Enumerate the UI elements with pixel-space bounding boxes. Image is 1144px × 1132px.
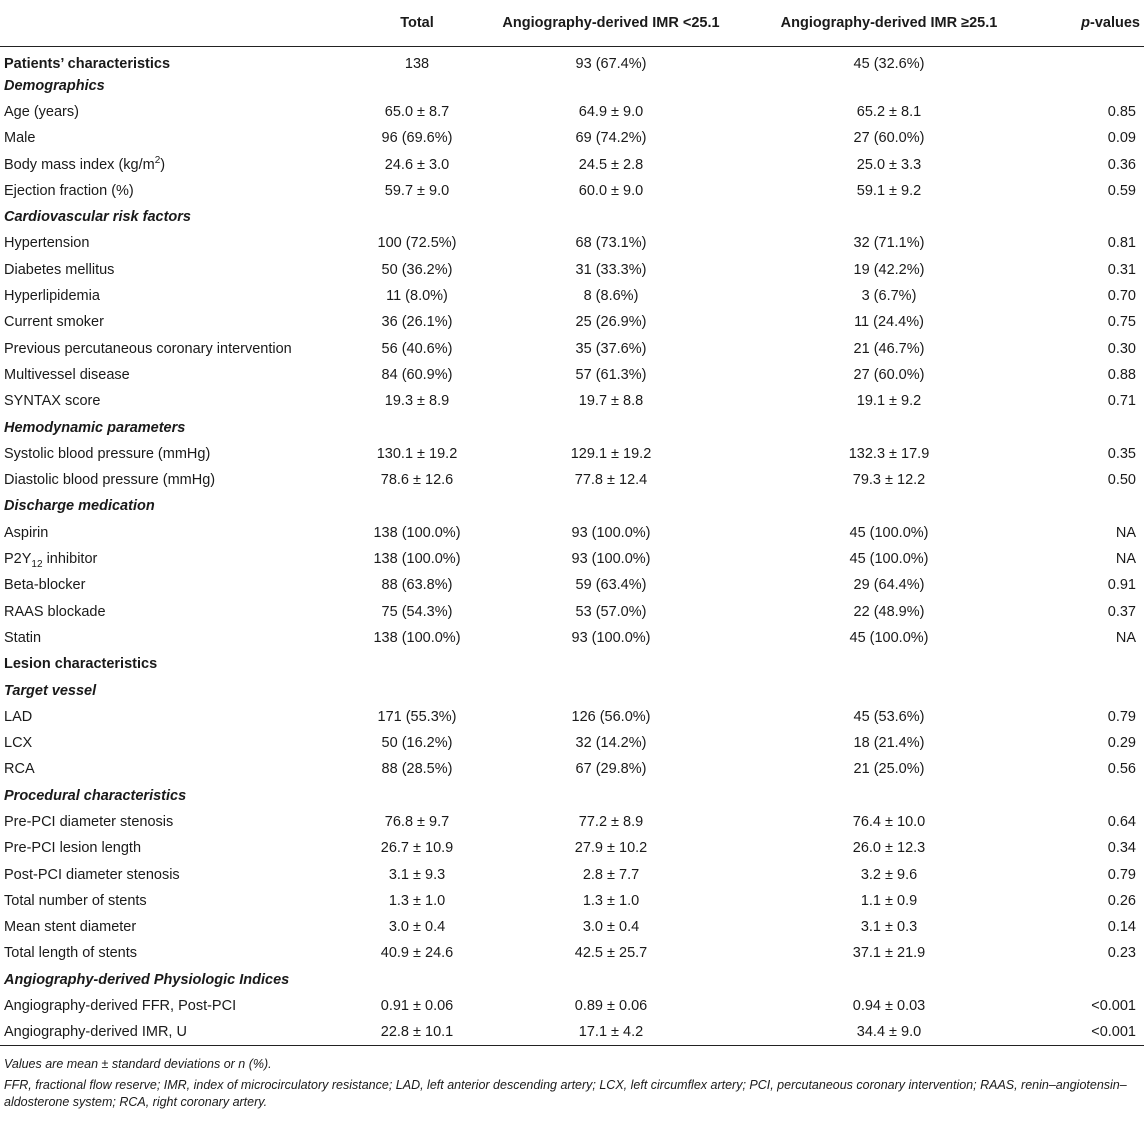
table-row (0, 993, 1144, 1019)
cell-total: 138 (404, 55, 430, 72)
row-label-text: Diastolic blood pressure (mmHg) (4, 472, 216, 489)
cell-imr-high (746, 73, 1032, 99)
cell-imr-high: 27 (60.0%) (853, 366, 925, 383)
cell-total: 22.8 ± 10.1 (358, 1019, 476, 1045)
cell-imr-high: 45 (53.6%) (853, 708, 925, 725)
row-label-text: Beta-blocker (4, 577, 86, 594)
cell-imr-high: 19.1 ± 9.2 (856, 393, 922, 410)
cell-imr-low: 25 (26.9%) (575, 314, 647, 331)
cell-total: 26.7 ± 10.9 (380, 840, 454, 857)
cell-p-value: 0.91 (1107, 577, 1136, 594)
cell-total (358, 204, 476, 230)
row-label (0, 835, 358, 861)
row-label (0, 599, 358, 625)
cell-p-value: 0.36 (1107, 156, 1136, 173)
cell-imr-low: 64.9 ± 9.0 (578, 103, 644, 120)
cell-p-value: 0.26 (1107, 892, 1136, 909)
cell-p-value: NA (1115, 524, 1136, 541)
cell-imr-high: 29 (64.4%) (853, 577, 925, 594)
header-label (0, 0, 358, 47)
cell-total: 100 (72.5%) (377, 235, 457, 252)
cell-p-value: 0.85 (1107, 103, 1136, 120)
cell-p-value: 0.81 (1107, 235, 1136, 252)
row-label-text: Hemodynamic parameters (4, 419, 186, 436)
cell-total (358, 415, 476, 441)
row-label (0, 309, 358, 335)
cell-p-value (1032, 494, 1144, 520)
cell-total: 78.6 ± 12.6 (380, 472, 454, 489)
cell-imr-low: 27.9 ± 10.2 (574, 840, 648, 857)
cell-total: 138 (100.0%) (373, 629, 461, 646)
row-label-text: Statin (4, 629, 42, 646)
cell-total: 138 (100.0%) (373, 524, 461, 541)
row-label (0, 862, 358, 888)
cell-imr-low: 93 (100.0%) (571, 551, 651, 568)
cell-imr-low: 8 (8.6%) (583, 288, 639, 305)
row-label-text: Body mass index (kg/m (4, 156, 155, 173)
row-label (0, 941, 358, 967)
row-label-text: Hypertension (4, 235, 90, 252)
row-label (0, 388, 358, 414)
table-row (0, 599, 1144, 625)
cell-imr-high: 45 (100.0%) (849, 629, 929, 646)
cell-p-value: 0.79 (1107, 866, 1136, 883)
cell-p-value: 0.70 (1107, 288, 1136, 305)
cell-imr-low (476, 204, 746, 230)
cell-total (358, 73, 476, 99)
cell-imr-low: 68 (73.1%) (575, 235, 647, 252)
cell-imr-high: 11 (24.4%) (854, 314, 924, 331)
cell-imr-high (746, 204, 1032, 230)
row-label (0, 283, 358, 309)
cell-p-value (1032, 73, 1144, 99)
table-row (0, 362, 1144, 388)
cell-imr-low: 129.1 ± 19.2 (570, 445, 652, 462)
row-label (0, 678, 358, 704)
cell-imr-high: 45 (32.6%) (853, 55, 925, 72)
cell-p-value: 0.35 (1107, 445, 1136, 462)
row-label (0, 336, 358, 362)
row-label-text: RCA (4, 761, 35, 778)
row-label (0, 1019, 358, 1045)
row-label (0, 809, 358, 835)
table-row (0, 941, 1144, 967)
row-label (0, 441, 358, 467)
cell-p-value: NA (1115, 551, 1136, 568)
cell-imr-low (476, 783, 746, 809)
cell-imr-low: 93 (100.0%) (571, 524, 651, 541)
row-label-text: Discharge medication (4, 498, 155, 515)
cell-imr-high: 0.94 ± 0.03 (852, 998, 926, 1015)
row-label-text: Aspirin (4, 524, 49, 541)
row-label (0, 125, 358, 151)
cell-imr-high (746, 967, 1032, 993)
cell-p-value (1032, 651, 1144, 677)
cell-p-value: 0.23 (1107, 945, 1136, 962)
row-label-text: LAD (4, 708, 33, 725)
cell-total: 88 (63.8%) (381, 577, 453, 594)
row-label-text: Angiography-derived Physiologic Indices (4, 971, 290, 988)
cell-imr-high: 34.4 ± 9.0 (746, 1019, 1032, 1045)
cell-imr-low: 32 (14.2%) (575, 735, 647, 752)
row-label (0, 888, 358, 914)
table-row (0, 835, 1144, 861)
table-row (0, 572, 1144, 598)
cell-total: 130.1 ± 19.2 (376, 445, 458, 462)
subsection-header-row (0, 494, 1144, 520)
table-row (0, 309, 1144, 335)
cell-imr-high: 25.0 ± 3.3 (856, 156, 922, 173)
cell-imr-high (746, 678, 1032, 704)
subsection-header-row (0, 204, 1144, 230)
cell-p-value: 0.79 (1107, 708, 1136, 725)
cell-imr-low: 53 (57.0%) (575, 603, 647, 620)
subsection-header-row (0, 73, 1144, 99)
cell-total: 1.3 ± 1.0 (388, 892, 446, 909)
cell-imr-high (746, 783, 1032, 809)
cell-imr-low: 93 (100.0%) (571, 629, 651, 646)
cell-p-value: 0.31 (1107, 261, 1136, 278)
row-label (0, 993, 358, 1019)
row-label-text: SYNTAX score (4, 393, 101, 410)
subsection-header-row (0, 967, 1144, 993)
cell-p-value: 0.59 (1107, 182, 1136, 199)
cell-total (358, 651, 476, 677)
cell-imr-low: 19.7 ± 8.8 (578, 393, 644, 410)
header-imr-high: Angiography-derived IMR ≥25.1 (746, 0, 1032, 47)
cell-p-value: <0.001 (1091, 998, 1136, 1015)
table-row (0, 546, 1144, 572)
cell-imr-low: 69 (74.2%) (575, 130, 647, 147)
cell-imr-high: 45 (100.0%) (849, 524, 929, 541)
cell-total: 171 (55.3%) (377, 708, 457, 725)
header-p-suffix: -values (1090, 15, 1140, 31)
cell-imr-low: 35 (37.6%) (575, 340, 647, 357)
row-label-text: Age (years) (4, 103, 79, 120)
cell-p-value (1032, 47, 1144, 73)
table-row (0, 231, 1144, 257)
cell-imr-low: 31 (33.3%) (575, 261, 647, 278)
row-label-subscript: 12 (31, 558, 43, 570)
cell-total: 88 (28.5%) (381, 761, 453, 778)
row-label-text: Current smoker (4, 314, 104, 331)
cell-imr-low (476, 967, 746, 993)
row-label (0, 178, 358, 204)
row-label-text: Pre-PCI diameter stenosis (4, 814, 174, 830)
cell-imr-high: 19 (42.2%) (853, 261, 925, 278)
row-label-text: Lesion characteristics (4, 656, 158, 673)
row-label (0, 257, 358, 283)
row-label-text: Target vessel (4, 682, 97, 699)
row-label-text: Multivessel disease (4, 366, 130, 383)
row-label (0, 757, 358, 783)
cell-total: 36 (26.1%) (381, 314, 453, 331)
cell-imr-high: 3.2 ± 9.6 (860, 866, 918, 883)
cell-total: 84 (60.9%) (381, 366, 453, 383)
cell-total (358, 678, 476, 704)
table-row (0, 1019, 1144, 1045)
table-row (0, 283, 1144, 309)
cell-p-value: 0.71 (1107, 393, 1136, 410)
row-label-text: Angiography-derived FFR, Post-PCI (4, 998, 237, 1015)
cell-p-value: NA (1115, 629, 1136, 646)
cell-p-value: 0.34 (1107, 840, 1136, 857)
cell-imr-high (746, 494, 1032, 520)
row-label-superscript: 2 (154, 154, 161, 166)
cell-imr-high: 3.1 ± 0.3 (860, 919, 918, 936)
cell-p-value: 0.88 (1107, 366, 1136, 383)
row-label-text: Post-PCI diameter stenosis (4, 866, 180, 883)
row-label (0, 231, 358, 257)
table-header-row (0, 0, 1144, 47)
table-row (0, 257, 1144, 283)
row-label (0, 625, 358, 651)
cell-total: 138 (100.0%) (373, 551, 461, 568)
cell-imr-high: 79.3 ± 12.2 (852, 472, 926, 489)
cell-total: 24.6 ± 3.0 (384, 156, 450, 173)
cell-p-value (1032, 415, 1144, 441)
cell-imr-high: 37.1 ± 21.9 (852, 945, 926, 962)
row-label (0, 99, 358, 125)
table-row (0, 625, 1144, 651)
cell-imr-high: 21 (46.7%) (853, 340, 925, 357)
cell-total: 75 (54.3%) (381, 603, 453, 620)
cell-total: 3.0 ± 0.4 (388, 919, 446, 936)
cell-imr-low (476, 415, 746, 441)
row-label-text: Mean stent diameter (4, 919, 137, 936)
cell-imr-low: 42.5 ± 25.7 (574, 945, 648, 962)
header-total: Total (358, 0, 476, 47)
cell-imr-low: 60.0 ± 9.0 (578, 182, 644, 199)
row-label (0, 546, 358, 572)
cell-total: 40.9 ± 24.6 (380, 945, 454, 962)
cell-total: 50 (36.2%) (381, 261, 453, 278)
row-label (0, 415, 358, 441)
cell-imr-low: 17.1 ± 4.2 (476, 1019, 746, 1045)
cell-p-value: 0.75 (1107, 314, 1136, 331)
section-header-row (0, 651, 1144, 677)
cell-imr-high: 3 (6.7%) (861, 288, 917, 305)
row-label-suffix: ) (160, 156, 166, 173)
cell-imr-low (476, 73, 746, 99)
header-p-values (1032, 0, 1144, 47)
cell-p-value: 0.29 (1107, 735, 1136, 752)
row-label (0, 47, 358, 73)
subsection-header-row (0, 415, 1144, 441)
table-row (0, 704, 1144, 730)
cell-total: 0.91 ± 0.06 (380, 998, 454, 1015)
footnote-abbreviations: FFR, fractional flow reserve; IMR, index of microcirculatory resistance; LAD, left anterior descending artery; LCX, left circumflex artery; PCI, percutaneous coronary intervention; RAAS, renin–angiotensin–aldosterone system; RCA, right coronary artery. (4, 1078, 1127, 1110)
row-label-text: Procedural characteristics (4, 787, 187, 804)
cell-p-value: 0.14 (1107, 919, 1136, 936)
cell-p-value (1032, 678, 1144, 704)
header-p-italic: p (1081, 15, 1091, 31)
table-row (0, 757, 1144, 783)
cell-imr-high (746, 415, 1032, 441)
row-label-text: Demographics (4, 77, 105, 94)
cell-p-value: 0.30 (1107, 340, 1136, 357)
header-imr-low: Angiography-derived IMR <25.1 (476, 0, 746, 47)
row-label-text: LCX (4, 735, 33, 752)
cell-p-value (1032, 783, 1144, 809)
cell-imr-low (476, 651, 746, 677)
row-label-text: Angiography-derived IMR, U (4, 1024, 187, 1041)
table-row (0, 809, 1144, 835)
row-label (0, 783, 358, 809)
row-label (0, 152, 358, 178)
cell-imr-low: 59 (63.4%) (575, 577, 647, 594)
row-label (0, 651, 358, 677)
row-label-suffix: inhibitor (42, 551, 98, 568)
table-row (0, 99, 1144, 125)
cell-imr-high: 59.1 ± 9.2 (856, 182, 922, 199)
cell-p-value: <0.001 (1032, 1019, 1144, 1045)
table-row (0, 730, 1144, 756)
row-label-text: Male (4, 130, 36, 147)
section-header-row (0, 47, 1144, 73)
cell-total (358, 494, 476, 520)
cell-imr-high (746, 651, 1032, 677)
subsection-header-row (0, 783, 1144, 809)
table-row (0, 888, 1144, 914)
cell-total: 65.0 ± 8.7 (384, 103, 450, 120)
cell-total: 3.1 ± 9.3 (388, 866, 446, 883)
cell-imr-high: 27 (60.0%) (853, 130, 925, 147)
cell-imr-high: 76.4 ± 10.0 (852, 814, 926, 830)
row-label (0, 467, 358, 493)
row-label (0, 730, 358, 756)
table-row (0, 862, 1144, 888)
row-label-text: Ejection fraction (%) (4, 182, 134, 199)
cell-p-value: 0.56 (1107, 761, 1136, 778)
cell-total (358, 783, 476, 809)
row-label-text: Hyperlipidemia (4, 288, 100, 305)
cell-total: 59.7 ± 9.0 (384, 182, 450, 199)
cell-p-value: 0.09 (1107, 130, 1136, 147)
table-row (0, 467, 1144, 493)
cell-imr-high: 45 (100.0%) (849, 551, 929, 568)
cell-imr-low: 126 (56.0%) (571, 708, 651, 725)
table-body (0, 47, 1144, 1046)
cell-imr-low: 93 (67.4%) (575, 55, 647, 72)
cell-imr-low: 3.0 ± 0.4 (582, 919, 640, 936)
cell-imr-high: 65.2 ± 8.1 (856, 103, 922, 120)
cell-total: 76.8 ± 9.7 (384, 814, 450, 830)
cell-imr-high: 18 (21.4%) (853, 735, 925, 752)
row-label (0, 572, 358, 598)
row-label (0, 494, 358, 520)
row-label-text: Previous percutaneous coronary intervention (4, 340, 292, 357)
table-row (0, 520, 1144, 546)
cell-imr-high: 32 (71.1%) (853, 235, 925, 252)
table-row (0, 388, 1144, 414)
table-row (0, 152, 1144, 178)
cell-total: 11 (8.0%) (386, 288, 448, 305)
cell-imr-low (476, 494, 746, 520)
cell-imr-high: 22 (48.9%) (853, 603, 925, 620)
cell-imr-low: 77.8 ± 12.4 (574, 472, 648, 489)
table-row (0, 336, 1144, 362)
cell-imr-low: 24.5 ± 2.8 (578, 156, 644, 173)
cell-total: 96 (69.6%) (381, 130, 453, 147)
cell-imr-low: 67 (29.8%) (575, 761, 647, 778)
table-row (0, 914, 1144, 940)
cell-p-value: 0.64 (1107, 814, 1136, 830)
row-label (0, 704, 358, 730)
row-label-text: P2Y (4, 551, 32, 568)
row-label (0, 204, 358, 230)
cell-imr-low: 77.2 ± 8.9 (578, 814, 644, 830)
row-label-text: Patients’ characteristics (4, 55, 171, 72)
row-label-text: Total number of stents (4, 892, 147, 909)
row-label-text: Systolic blood pressure (mmHg) (4, 445, 211, 462)
cell-total: 19.3 ± 8.9 (384, 393, 450, 410)
row-label (0, 967, 358, 993)
cell-imr-low (476, 678, 746, 704)
cell-imr-low: 2.8 ± 7.7 (582, 866, 640, 883)
cell-p-value (1032, 967, 1144, 993)
table-row (0, 178, 1144, 204)
cell-imr-low: 57 (61.3%) (575, 366, 647, 383)
cell-imr-high: 132.3 ± 17.9 (848, 445, 930, 462)
cell-p-value: 0.50 (1107, 472, 1136, 489)
table-footnotes (0, 1046, 1144, 1111)
cell-imr-low: 1.3 ± 1.0 (582, 892, 640, 909)
footnote-values: Values are mean ± standard deviations or n (%). (4, 1057, 272, 1072)
cell-total (358, 967, 476, 993)
table-row (0, 441, 1144, 467)
cell-total: 56 (40.6%) (381, 340, 453, 357)
row-label-text: Total length of stents (4, 945, 137, 962)
cell-total: 50 (16.2%) (381, 735, 453, 752)
subsection-header-row (0, 678, 1144, 704)
cell-imr-high: 1.1 ± 0.9 (860, 892, 918, 909)
cell-imr-high: 21 (25.0%) (853, 761, 925, 778)
cell-imr-high: 26.0 ± 12.3 (852, 840, 926, 857)
row-label-text: Cardiovascular risk factors (4, 209, 191, 226)
row-label-text: RAAS blockade (4, 603, 106, 620)
cell-p-value: 0.37 (1107, 603, 1136, 620)
row-label-text: Diabetes mellitus (4, 261, 115, 278)
cell-p-value (1032, 204, 1144, 230)
row-label (0, 73, 358, 99)
row-label (0, 362, 358, 388)
cell-imr-low: 0.89 ± 0.06 (574, 998, 648, 1015)
row-label-text: Pre-PCI lesion length (4, 840, 142, 857)
table-row (0, 125, 1144, 151)
row-label (0, 520, 358, 546)
row-label (0, 914, 358, 940)
